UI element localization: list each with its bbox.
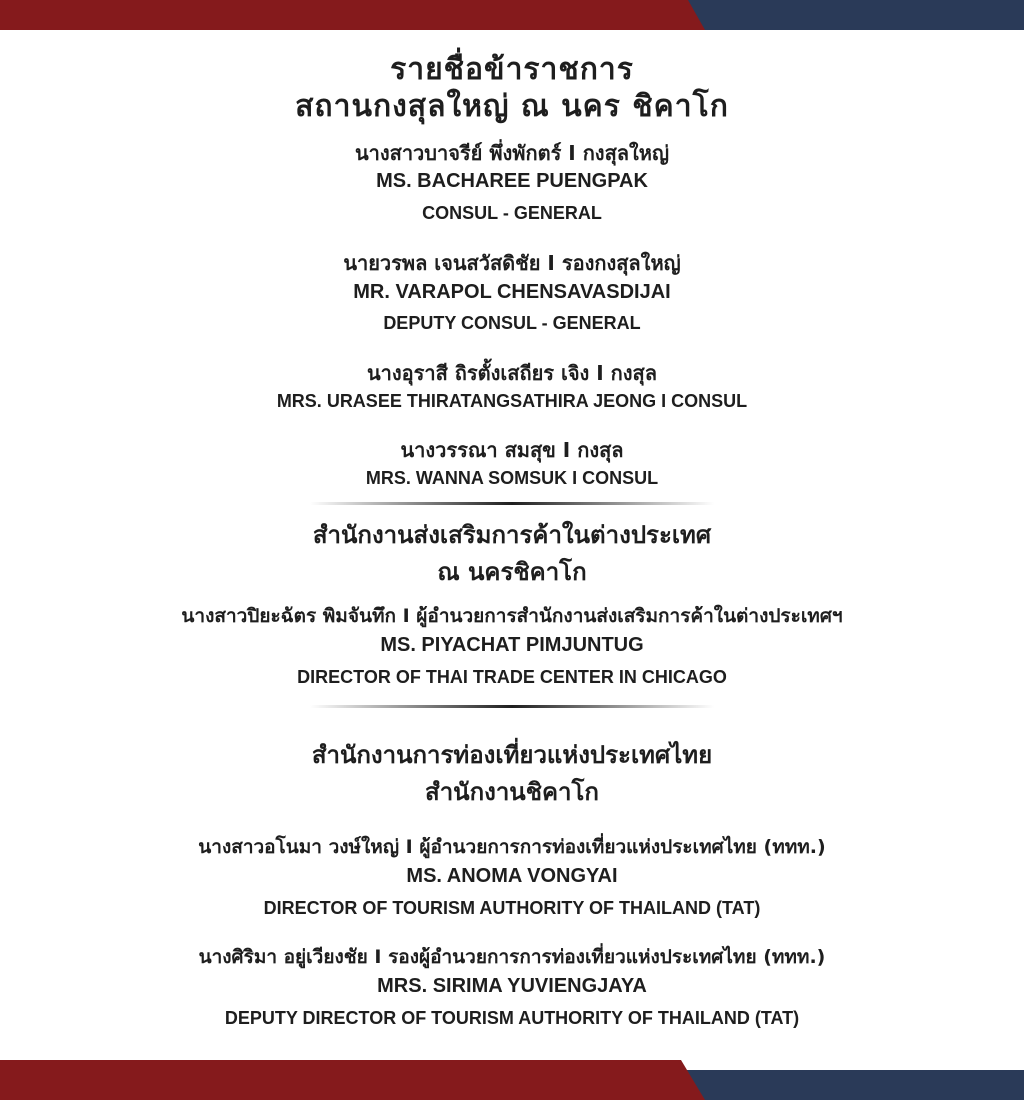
- tat-director-thai: นางสาวอโนมา วงษ์ใหญ่ I ผู้อำนวยการการท่องเที่ยวแห่งประเทศไทย (ททท.): [198, 836, 826, 858]
- consul-somsuk-name: MRS. WANNA SOMSUK I CONSUL: [365, 468, 659, 488]
- title-line-2: สถานกงสุลใหญ่ ณ นคร ชิคาโก: [295, 89, 729, 124]
- bottom-banner: [0, 1060, 1024, 1100]
- consul-general-position: CONSUL - GENERAL: [422, 203, 602, 223]
- trade-director-name: MS. PIYACHAT PIMJUNTUG: [380, 634, 644, 656]
- trade-heading-2: ณ นครชิคาโก: [437, 558, 587, 586]
- deputy-consul-name: MR. VARAPOL CHENSAVASDIJAI: [353, 281, 671, 303]
- consul-general-thai: นางสาวบาจรีย์ พึ่งพักตร์ I กงสุลใหญ่: [354, 141, 670, 165]
- deputy-consul-position: DEPUTY CONSUL - GENERAL: [383, 313, 641, 333]
- deputy-consul-thai: นายวรพล เจนสวัสดิชัย I รองกงสุลใหญ่: [343, 251, 681, 275]
- tat-deputy-position: DEPUTY DIRECTOR OF TOURISM AUTHORITY OF THAILAND (TAT): [224, 1008, 800, 1028]
- consul-jeong-thai: นางอุราสี ถิรตั้งเสถียร เจิง I กงสุล: [366, 361, 658, 385]
- section-divider: [310, 705, 714, 708]
- tat-deputy-name: MRS. SIRIMA YUVIENGJAYA: [377, 975, 647, 997]
- tourism-heading-2: สำนักงานชิคาโก: [425, 778, 599, 806]
- tat-deputy-thai: นางศิริมา อยู่เวียงชัย I รองผู้อำนวยการการท่องเที่ยวแห่งประเทศไทย (ททท.): [198, 946, 826, 968]
- tat-director-name: MS. ANOMA VONGYAI: [406, 865, 618, 887]
- tat-director-position: DIRECTOR OF TOURISM AUTHORITY OF THAILAND (TAT): [263, 898, 761, 918]
- consul-general-name: MS. BACHAREE PUENGPAK: [376, 170, 648, 192]
- title-line-1: รายชื่อข้าราชการ: [390, 52, 634, 87]
- tourism-heading-1: สำนักงานการท่องเที่ยวแห่งประเทศไทย: [311, 741, 713, 769]
- trade-director-position: DIRECTOR OF THAI TRADE CENTER IN CHICAGO: [297, 667, 727, 687]
- top-banner: [0, 0, 1024, 30]
- consul-jeong-name: MRS. URASEE THIRATANGSATHIRA JEONG I CONSUL: [276, 391, 748, 411]
- trade-heading-1: สำนักงานส่งเสริมการค้าในต่างประเทศ: [312, 521, 712, 549]
- section-divider: [310, 502, 714, 505]
- trade-director-thai: นางสาวปิยะฉัตร พิมจันทึก I ผู้อำนวยการสำนักงานส่งเสริมการค้าในต่างประเทศฯ: [181, 605, 843, 627]
- consul-somsuk-thai: นางวรรณา สมสุข I กงสุล: [400, 438, 624, 462]
